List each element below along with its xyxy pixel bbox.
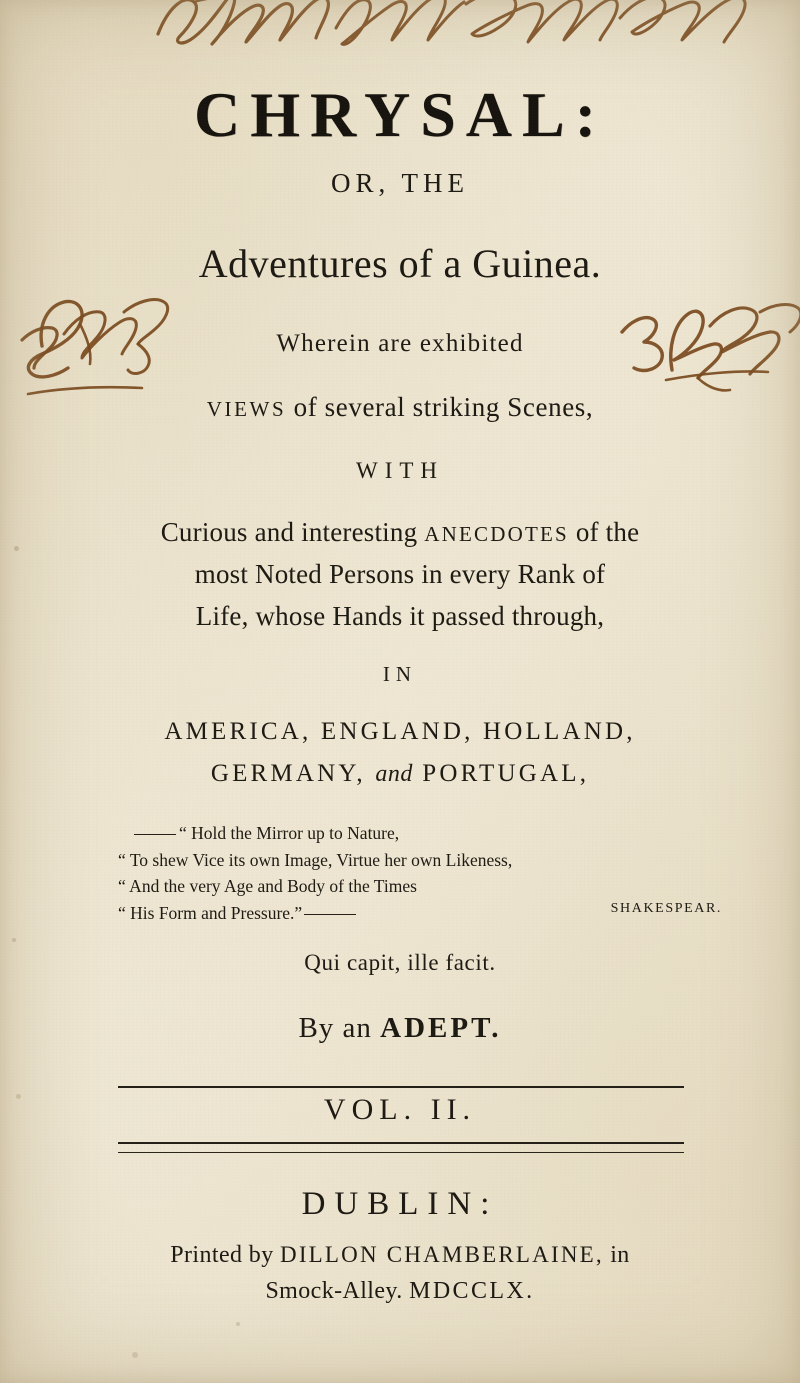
places-portugal: PORTUGAL,: [422, 760, 590, 787]
foxing-spot: [16, 1094, 21, 1099]
em-dash-rule: [134, 834, 176, 835]
foxing-spot: [132, 1352, 138, 1358]
places-line-1: AMERICA, ENGLAND, HOLLAND,: [164, 718, 636, 745]
imprint-city: DUBLIN:: [301, 1186, 499, 1222]
blurb-line-3: Life, whose Hands it passed through,: [195, 601, 605, 631]
page-title: CHRYSAL:: [194, 79, 606, 150]
rule-below-volume-secondary: [118, 1152, 684, 1153]
imprint-line-2: [0, 1274, 800, 1309]
byline: [0, 1012, 800, 1045]
page-subtitle: Adventures of a Guinea.: [198, 241, 602, 286]
epigraph-line-2: “ To shew Vice its own Image, Virtue her own Likeness,: [118, 849, 513, 870]
blurb-1-b: of the: [575, 517, 640, 547]
with-line: WITH: [355, 458, 445, 483]
places-line-2: [0, 760, 800, 788]
blurb-1-a: Curious and interesting: [160, 517, 418, 547]
views-rest: of several striking Scenes,: [293, 392, 594, 422]
em-dash-rule-trailing: [304, 914, 356, 915]
rule-below-volume: [118, 1142, 684, 1144]
imprint-street: Smock-Alley.: [265, 1278, 403, 1304]
wherein-line: Wherein are exhibited: [276, 330, 524, 357]
byline-prefix: By an: [298, 1012, 372, 1044]
epigraph-line-1: [118, 820, 718, 847]
epigraph-text-4: “ His Form and Pressure.”: [118, 902, 303, 923]
imprint-printer-name: DILLON CHAMBERLAINE,: [280, 1242, 604, 1267]
imprint-year: MDCCLX.: [409, 1278, 535, 1304]
foxing-spot: [14, 546, 19, 551]
imprint-printed-by: Printed by: [170, 1242, 274, 1268]
latin-motto: Qui capit, ille facit.: [304, 950, 496, 975]
rule-above-volume: [118, 1086, 684, 1088]
top-signature-annotation: [150, 0, 770, 58]
places-and: and: [375, 761, 413, 787]
places-germany: GERMANY,: [210, 760, 366, 787]
anecdotes-smallcaps: ANECDOTES: [424, 522, 569, 546]
imprint-line-1: [0, 1238, 800, 1273]
foxing-spot: [236, 1322, 240, 1326]
in-line: IN: [382, 662, 418, 686]
title-or-the: OR, THE: [330, 168, 469, 198]
byline-author: ADEPT.: [380, 1012, 502, 1044]
foxing-spot: [12, 938, 16, 942]
blurb-line-1: [0, 512, 800, 553]
epigraph-attribution: SHAKESPEAR.: [610, 901, 722, 916]
epigraph-line-3: “ And the very Age and Body of the Times: [118, 876, 417, 897]
views-smallcaps: VIEWS: [206, 397, 287, 421]
views-line: [0, 392, 800, 423]
imprint-in: in: [610, 1242, 630, 1268]
blurb-line-2: most Noted Persons in every Rank of: [194, 559, 606, 589]
epigraph-text-1: “ Hold the Mirror up to Nature,: [179, 823, 400, 843]
volume-label: VOL. II.: [323, 1093, 477, 1126]
